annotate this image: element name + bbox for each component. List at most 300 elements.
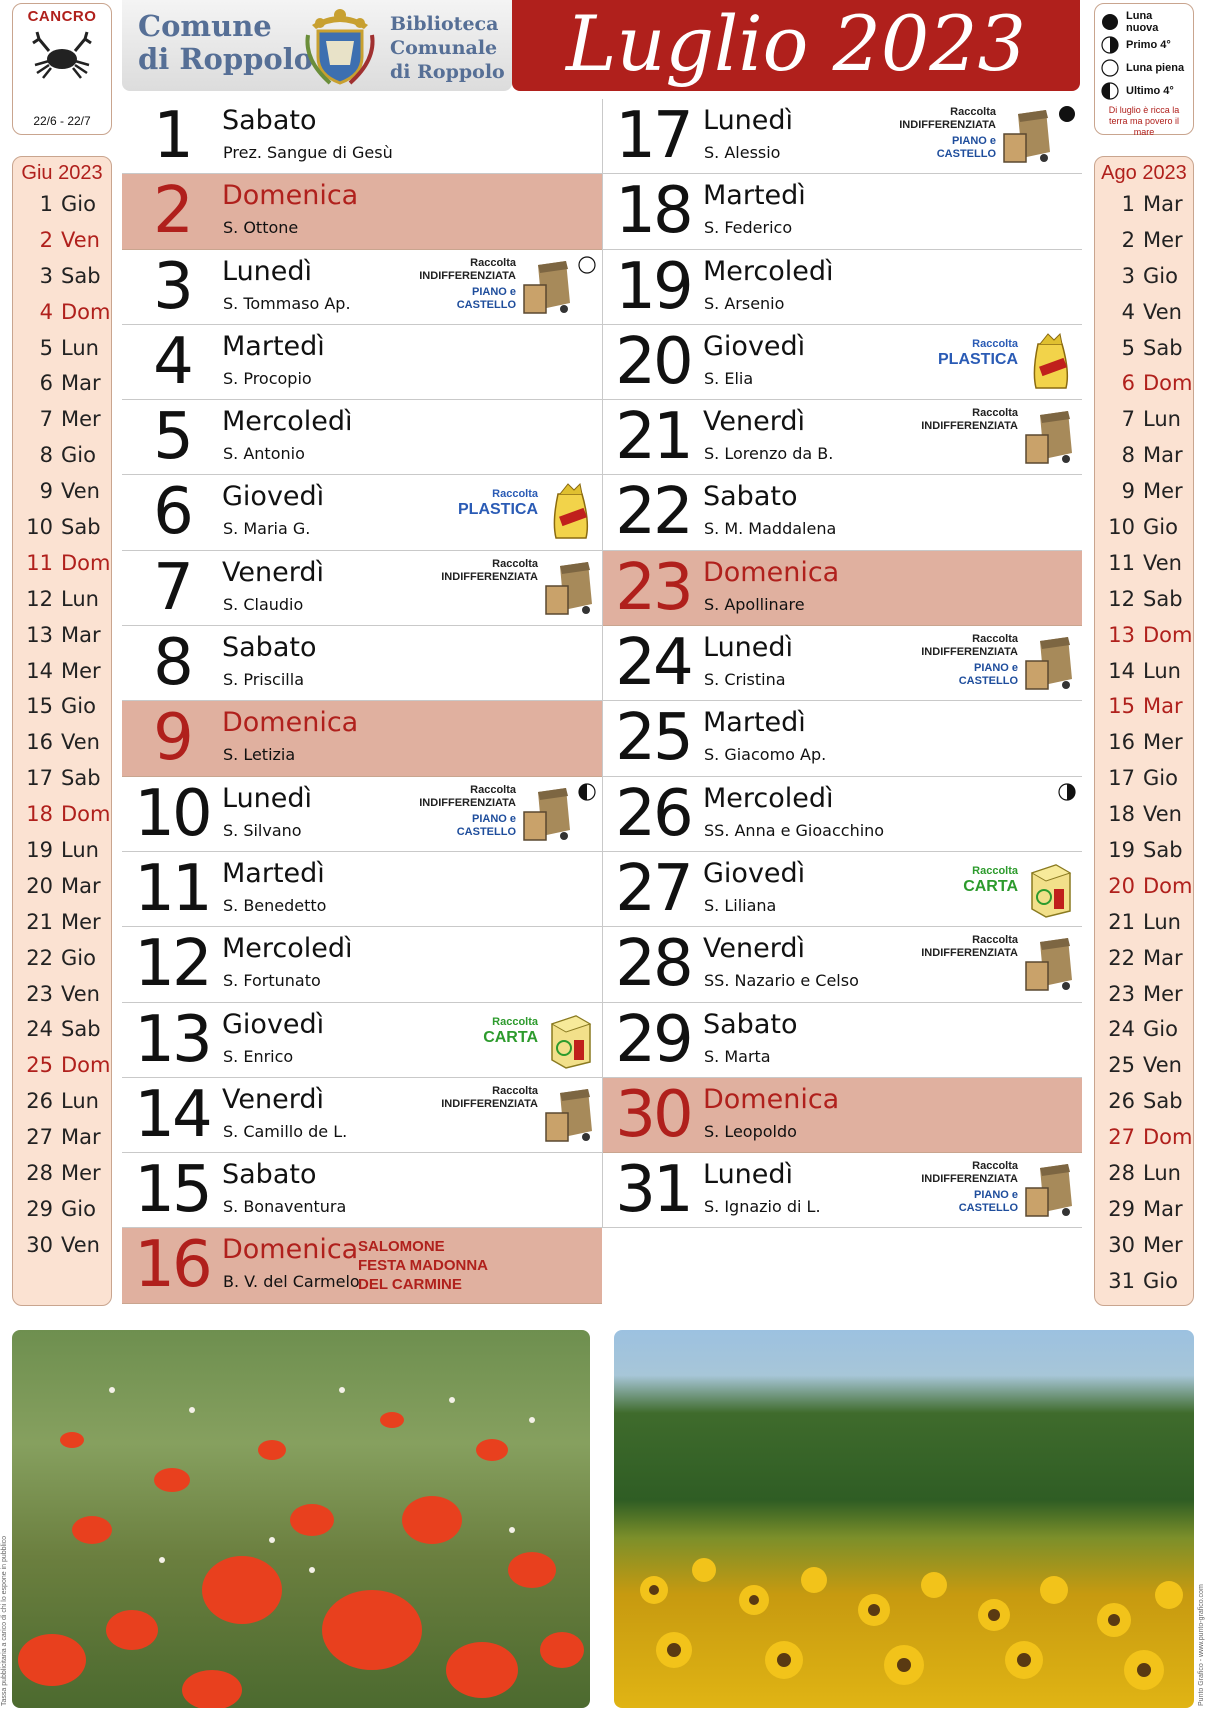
side-day-weekday: Mer [61, 909, 101, 934]
day-number: 8 [153, 626, 191, 701]
day-number: 13 [134, 1002, 210, 1077]
side-day-number: 17 [1108, 766, 1135, 791]
side-day-row [1095, 510, 1193, 546]
waste-collection-indifferenziata [921, 633, 1074, 695]
waste-label [963, 865, 1018, 896]
side-day-weekday: Ven [61, 479, 100, 504]
day-row [603, 626, 1082, 701]
waste-collection-indifferenziata [899, 106, 1052, 168]
waste-raccolta: Raccolta [972, 934, 1018, 947]
side-day-number: 20 [26, 873, 53, 898]
side-day-number: 13 [1108, 622, 1135, 647]
day-number: 15 [134, 1153, 210, 1228]
side-day-number: 11 [1108, 550, 1135, 575]
side-day-row [13, 1156, 111, 1192]
waste-type: CARTA [483, 1028, 538, 1046]
side-day-number: 3 [39, 263, 53, 288]
side-day-row [1095, 582, 1193, 618]
side-day-row [1095, 1012, 1193, 1048]
day-row [122, 99, 602, 174]
day-row [603, 1153, 1082, 1228]
day-number: 11 [134, 851, 210, 926]
day-number: 9 [153, 701, 191, 776]
side-day-number: 18 [26, 802, 53, 827]
side-day-number: 26 [26, 1089, 53, 1114]
day-number: 14 [134, 1077, 210, 1152]
side-day-row [1095, 546, 1193, 582]
side-day-number: 4 [39, 299, 53, 324]
day-row [603, 99, 1082, 174]
day-number: 23 [615, 550, 691, 625]
days-column-left [122, 99, 602, 1304]
side-day-weekday: Gio [1143, 766, 1178, 791]
next-month-days [1095, 187, 1193, 1300]
waste-area [419, 813, 516, 839]
day-number: 3 [153, 249, 191, 324]
waste-label [419, 784, 516, 839]
side-day-row [13, 1120, 111, 1156]
last-quarter-icon [1101, 82, 1119, 100]
day-number: 31 [615, 1153, 691, 1228]
day-saint: S. M. Maddalena [704, 519, 837, 539]
previous-month-title: Giu 2023 [21, 162, 103, 184]
event-line: FESTA MADONNA [358, 1257, 488, 1275]
side-day-number: 31 [1108, 1268, 1135, 1293]
day-number: 18 [615, 174, 691, 249]
side-day-number: 23 [1108, 981, 1135, 1006]
day-weekday: Domenica [222, 180, 359, 212]
day-weekday: Mercoledì [222, 933, 353, 965]
day-row [603, 927, 1082, 1002]
day-row [603, 777, 1082, 852]
side-day-row [13, 905, 111, 941]
day-row [122, 777, 602, 852]
side-day-number: 6 [39, 371, 53, 396]
side-day-number: 9 [1121, 479, 1135, 504]
side-day-number: 21 [26, 909, 53, 934]
waste-raccolta: Raccolta [950, 106, 996, 118]
new-moon-icon [1101, 13, 1119, 31]
side-day-row [1095, 187, 1193, 223]
waste-label [938, 338, 1018, 369]
waste-area-line: CASTELLO [958, 1202, 1018, 1215]
side-day-weekday: Lun [1143, 1161, 1181, 1186]
day-row [122, 551, 602, 626]
side-day-weekday: Ven [61, 981, 100, 1006]
side-day-weekday: Mar [1143, 1196, 1183, 1221]
side-day-number: 12 [26, 586, 53, 611]
day-saint: S. Enrico [223, 1046, 294, 1066]
side-day-weekday: Mar [1143, 694, 1183, 719]
day-row [122, 701, 602, 776]
side-day-number: 14 [1108, 658, 1135, 683]
legend-first-quarter: Primo 4° [1101, 33, 1187, 56]
side-day-number: 27 [1108, 1125, 1135, 1150]
waste-label [921, 633, 1018, 688]
side-day-weekday: Sab [1143, 1089, 1183, 1114]
day-saint: S. Giacomo Ap. [704, 745, 827, 765]
side-day-row [13, 1048, 111, 1084]
day-saint: S. Liliana [704, 895, 777, 915]
day-row [603, 475, 1082, 550]
day-number: 30 [615, 1077, 691, 1152]
side-day-weekday: Mar [61, 1125, 101, 1150]
event-line: DEL CARMINE [358, 1276, 462, 1294]
day-weekday: Mercoledì [703, 255, 834, 287]
side-day-row [13, 1192, 111, 1228]
side-day-weekday: Lun [61, 1089, 99, 1114]
side-day-number: 15 [1108, 694, 1135, 719]
side-day-weekday: Lun [1143, 909, 1181, 934]
waste-type: PLASTICA [938, 350, 1018, 368]
previous-month-column [12, 156, 112, 1306]
side-day-row [1095, 833, 1193, 869]
side-day-number: 13 [26, 622, 53, 647]
waste-area [899, 135, 996, 161]
day-row [122, 1078, 602, 1153]
side-day-weekday: Gio [61, 443, 96, 468]
side-day-number: 5 [39, 335, 53, 360]
full-moon-icon [578, 256, 596, 274]
side-day-row [1095, 977, 1193, 1013]
side-day-weekday: Dom [1143, 1125, 1193, 1150]
day-row [122, 174, 602, 249]
side-day-row [1095, 869, 1193, 905]
side-day-number: 14 [26, 658, 53, 683]
side-day-number: 28 [1108, 1161, 1135, 1186]
side-day-row [13, 510, 111, 546]
day-weekday: Venerdì [222, 556, 324, 588]
day-saint: Prez. Sangue di Gesù [223, 143, 393, 162]
day-weekday: Domenica [703, 556, 840, 588]
day-saint: S. Benedetto [223, 895, 327, 915]
day-saint: S. Camillo de L. [223, 1121, 348, 1141]
new-moon-icon [1058, 105, 1076, 123]
waste-label [458, 488, 538, 519]
side-day-weekday: Dom [1143, 371, 1193, 396]
side-day-row [1095, 1264, 1193, 1300]
day-event [358, 1237, 488, 1294]
day-weekday: Sabato [222, 1159, 317, 1191]
side-day-row [13, 654, 111, 690]
side-day-weekday: Mar [1143, 945, 1183, 970]
waste-collection-plastica [444, 482, 594, 544]
side-day-weekday: Gio [1143, 1268, 1178, 1293]
day-number: 25 [615, 701, 691, 776]
day-saint: S. Lorenzo da B. [704, 444, 834, 464]
side-day-weekday: Mer [61, 658, 101, 683]
waste-area-line: PIANO e [973, 1189, 1018, 1202]
side-day-number: 25 [1108, 1053, 1135, 1078]
side-day-weekday: Mar [61, 371, 101, 396]
poppy-field-photo [12, 1330, 590, 1708]
side-day-number: 15 [26, 694, 53, 719]
day-weekday: Mercoledì [222, 406, 353, 438]
day-row [603, 400, 1082, 475]
municipality-header [122, 0, 512, 91]
side-day-row [13, 689, 111, 725]
side-day-weekday: Sab [61, 1017, 101, 1042]
side-day-weekday: Mar [1143, 443, 1183, 468]
day-saint: S. Bonaventura [223, 1197, 347, 1217]
day-weekday: Venerdì [703, 933, 805, 965]
day-saint: S. Procopio [223, 368, 312, 388]
day-row [122, 927, 602, 1002]
waste-area-line: PIANO e [471, 285, 516, 298]
day-saint: S. Claudio [223, 594, 304, 614]
day-weekday: Martedì [703, 707, 806, 739]
side-day-row [1095, 905, 1193, 941]
waste-collection-carta [924, 859, 1074, 921]
waste-label [899, 106, 996, 161]
side-day-number: 21 [1108, 909, 1135, 934]
side-day-row [1095, 223, 1193, 259]
side-day-number: 16 [1108, 730, 1135, 755]
waste-collection-indifferenziata [921, 407, 1074, 469]
day-row [122, 852, 602, 927]
day-weekday: Venerdì [703, 406, 805, 438]
side-day-weekday: Lun [1143, 658, 1181, 683]
moon-legend [1094, 3, 1194, 135]
side-day-row [13, 1228, 111, 1264]
side-day-row [1095, 761, 1193, 797]
waste-collection-indifferenziata [921, 934, 1074, 996]
full-moon-icon [1101, 59, 1119, 77]
day-number: 24 [615, 626, 691, 701]
side-day-weekday: Dom [61, 802, 111, 827]
crab-icon [27, 29, 97, 81]
day-number: 16 [134, 1228, 210, 1303]
side-day-row [13, 761, 111, 797]
side-day-row [13, 725, 111, 761]
side-day-weekday: Mar [61, 873, 101, 898]
side-day-row [13, 366, 111, 402]
day-weekday: Sabato [703, 1008, 798, 1040]
day-weekday: Giovedì [222, 481, 325, 513]
side-day-row [13, 977, 111, 1013]
day-number: 17 [615, 99, 691, 173]
waste-raccolta: Raccolta [492, 557, 538, 570]
month-proverb: Di luglio è ricca la terra ma povero il mare [1108, 105, 1180, 137]
waste-collection-indifferenziata [921, 1160, 1074, 1222]
day-row [603, 174, 1082, 249]
day-number: 22 [615, 475, 691, 550]
day-saint: S. Letizia [223, 745, 296, 765]
day-weekday: Sabato [222, 105, 317, 136]
day-weekday: Martedì [222, 330, 325, 362]
sunflower-illustration [614, 1330, 1194, 1708]
day-number: 26 [615, 776, 691, 851]
side-day-row [1095, 1156, 1193, 1192]
side-day-weekday: Sab [61, 515, 101, 540]
side-day-number: 19 [1108, 838, 1135, 863]
day-row [122, 400, 602, 475]
side-day-weekday: Mer [1143, 227, 1183, 252]
day-number: 7 [153, 550, 191, 625]
side-day-number: 9 [39, 479, 53, 504]
previous-month-days [13, 187, 111, 1264]
waste-area-line: PIANO e [951, 135, 996, 147]
day-weekday: Lunedì [703, 1159, 794, 1191]
day-saint: S. Arsenio [704, 293, 785, 313]
waste-type: PLASTICA [458, 501, 538, 519]
day-weekday: Martedì [703, 180, 806, 212]
waste-type: INDIFFERENZIATA [921, 420, 1018, 433]
side-day-number: 17 [26, 766, 53, 791]
side-day-weekday: Dom [1143, 873, 1193, 898]
side-day-weekday: Mer [61, 1161, 101, 1186]
day-saint: B. V. del Carmelo [223, 1272, 360, 1292]
side-day-number: 16 [26, 730, 53, 755]
side-day-weekday: Mer [1143, 1232, 1183, 1257]
waste-label [441, 1085, 538, 1111]
month-title: Luglio 2023 [565, 0, 1026, 88]
last-quarter-icon [578, 783, 596, 801]
side-day-row [13, 546, 111, 582]
side-day-number: 7 [1121, 407, 1135, 432]
side-day-row [1095, 1120, 1193, 1156]
side-day-row [13, 223, 111, 259]
day-number: 5 [153, 400, 191, 475]
day-weekday: Lunedì [703, 105, 794, 136]
side-day-number: 28 [26, 1161, 53, 1186]
side-day-weekday: Lun [61, 838, 99, 863]
side-day-weekday: Mer [1143, 479, 1183, 504]
day-saint: S. Alessio [704, 143, 781, 162]
month-header [512, 0, 1080, 91]
poppy-illustration [12, 1330, 590, 1708]
side-day-weekday: Gio [61, 694, 96, 719]
day-saint: S. Maria G. [223, 519, 311, 539]
side-day-weekday: Dom [61, 550, 111, 575]
waste-raccolta: Raccolta [492, 488, 538, 501]
day-number: 19 [615, 249, 691, 324]
day-number: 29 [615, 1002, 691, 1077]
day-weekday: Giovedì [703, 857, 806, 889]
side-day-weekday: Mer [1143, 981, 1183, 1006]
side-day-weekday: Lun [61, 335, 99, 360]
side-day-row [13, 1084, 111, 1120]
legend-new-moon: Luna nuova [1101, 10, 1187, 33]
biblioteca-name: Biblioteca Comunale di Roppolo [390, 13, 505, 83]
side-day-weekday: Ven [1143, 550, 1182, 575]
side-day-number: 11 [26, 550, 53, 575]
side-day-row [1095, 725, 1193, 761]
side-day-number: 19 [26, 838, 53, 863]
day-weekday: Lunedì [222, 782, 313, 814]
day-weekday: Sabato [703, 481, 798, 513]
side-day-row [13, 833, 111, 869]
zodiac-name: CANCRO [27, 8, 97, 25]
waste-raccolta: Raccolta [972, 633, 1018, 646]
day-saint: S. Silvano [223, 820, 302, 840]
side-day-row [1095, 259, 1193, 295]
waste-collection-indifferenziata [419, 783, 572, 846]
day-number: 4 [153, 324, 191, 399]
day-number: 6 [153, 475, 191, 550]
side-day-number: 22 [1108, 945, 1135, 970]
side-day-number: 10 [1108, 515, 1135, 540]
side-day-number: 5 [1121, 335, 1135, 360]
side-day-row [13, 259, 111, 295]
day-saint: S. Ignazio di L. [704, 1197, 821, 1217]
side-day-row [1095, 331, 1193, 367]
waste-label [921, 934, 1018, 960]
day-number: 21 [615, 400, 691, 475]
side-day-weekday: Gio [61, 1196, 96, 1221]
side-day-row [13, 474, 111, 510]
side-day-number: 30 [26, 1232, 53, 1257]
side-day-weekday: Ven [1143, 1053, 1182, 1078]
day-row [122, 475, 602, 550]
side-day-number: 2 [39, 227, 53, 252]
side-day-row [13, 295, 111, 331]
side-day-weekday: Gio [1143, 515, 1178, 540]
day-row [603, 1003, 1082, 1078]
side-day-number: 29 [1108, 1196, 1135, 1221]
side-day-weekday: Gio [1143, 263, 1178, 288]
side-day-weekday: Lun [61, 586, 99, 611]
day-row [603, 1078, 1082, 1153]
waste-type: INDIFFERENZIATA [921, 646, 1018, 659]
coat-of-arms-icon [300, 5, 380, 87]
side-day-row [1095, 402, 1193, 438]
side-day-weekday: Gio [61, 192, 96, 216]
waste-raccolta: Raccolta [972, 864, 1018, 877]
side-day-number: 29 [26, 1196, 53, 1221]
side-day-number: 20 [1108, 873, 1135, 898]
day-number: 2 [153, 174, 191, 249]
side-day-weekday: Sab [61, 766, 101, 791]
side-day-weekday: Sab [1143, 335, 1183, 360]
day-row [122, 1153, 602, 1228]
side-day-number: 23 [26, 981, 53, 1006]
day-saint: S. Antonio [223, 444, 305, 464]
waste-collection-indifferenziata [441, 557, 594, 620]
day-weekday: Lunedì [703, 632, 794, 664]
side-day-weekday: Mar [1143, 192, 1183, 216]
side-day-row [1095, 438, 1193, 474]
day-row [122, 325, 602, 400]
day-row [603, 852, 1082, 927]
side-day-row [1095, 689, 1193, 725]
waste-raccolta: Raccolta [972, 407, 1018, 420]
side-day-number: 24 [1108, 1017, 1135, 1042]
waste-raccolta: Raccolta [470, 783, 516, 796]
printer-credit: Punto Grafico - www.punto-grafico.com [1198, 1584, 1205, 1706]
side-day-weekday: Sab [1143, 586, 1183, 611]
side-day-number: 4 [1121, 299, 1135, 324]
day-row [122, 1228, 602, 1303]
side-day-weekday: Lun [1143, 407, 1181, 432]
next-month-title: Ago 2023 [1101, 162, 1187, 184]
waste-area [921, 1189, 1018, 1215]
first-quarter-icon [1058, 783, 1076, 801]
waste-label [921, 1160, 1018, 1215]
day-saint: SS. Nazario e Celso [704, 971, 859, 991]
waste-raccolta: Raccolta [972, 1160, 1018, 1173]
waste-label [483, 1016, 538, 1047]
side-day-weekday: Dom [1143, 622, 1193, 647]
day-number: 28 [615, 927, 691, 1002]
waste-type: INDIFFERENZIATA [441, 570, 538, 583]
side-day-number: 27 [26, 1125, 53, 1150]
side-day-row [13, 1012, 111, 1048]
waste-label [441, 558, 538, 584]
waste-label [419, 257, 516, 312]
day-row [603, 325, 1082, 400]
legend-last-quarter: Ultimo 4° [1101, 79, 1187, 102]
